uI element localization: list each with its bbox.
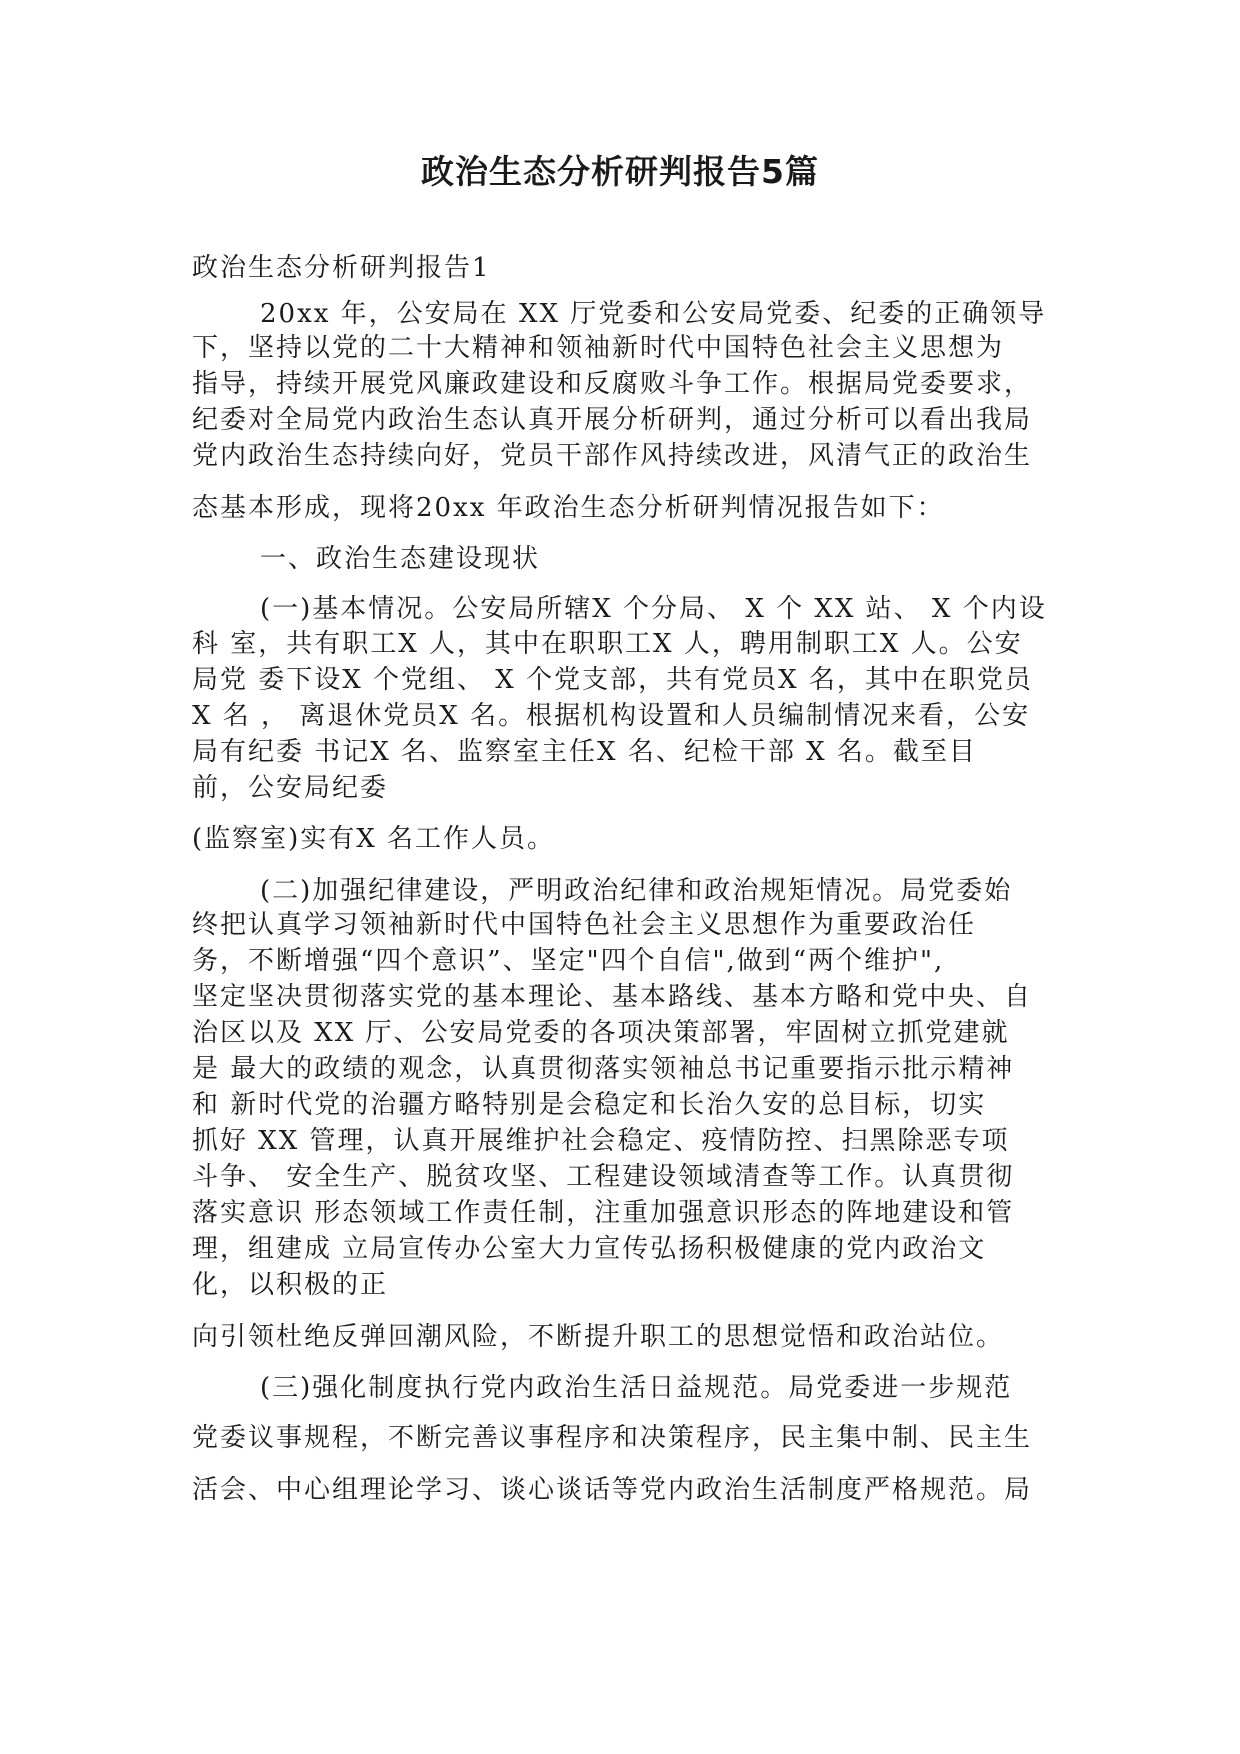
- section-heading: 一、政治生态建设现状: [260, 544, 541, 574]
- paragraph-line: 斗争、 安全生产、脱贫攻坚、工程建设领域清查等工作。认真贯彻: [192, 1162, 1015, 1192]
- paragraph-line: (一)基本情况。公安局所辖X 个分局、 X 个 XX 站、 X 个内设: [260, 594, 1047, 624]
- paragraph-line: 向引领杜绝反弹回潮风险，不断提升职工的思想觉悟和政治站位。: [192, 1322, 1005, 1352]
- paragraph-line: 局有纪委 书记X 名、监察室主任X 名、纪检干部 X 名。截至目: [192, 737, 977, 767]
- paragraph-line: 前，公安局纪委: [192, 773, 389, 803]
- paragraph-line: 纪委对全局党内政治生态认真开展分析研判，通过分析可以看出我局: [192, 405, 1033, 435]
- paragraph-line: X 名 ， 离退休党员X 名。根据机构设置和人员编制情况来看，公安: [192, 701, 1031, 731]
- paragraph-line: 务，不断增强“四个意识”、坚定"四个自信",做到“两个维护",: [192, 946, 945, 976]
- paragraph-line: 化，以积极的正: [192, 1270, 389, 1300]
- paragraph-line: (三)强化制度执行党内政治生活日益规范。局党委进一步规范: [260, 1373, 1013, 1403]
- section-heading: 政治生态分析研判报告1: [192, 253, 491, 283]
- paragraph-line: 抓好 XX 管理，认真开展维护社会稳定、疫情防控、扫黑除恶专项: [192, 1126, 1010, 1156]
- paragraph-line: 党委议事规程，不断完善议事程序和决策程序，民主集中制、民主生: [192, 1423, 1033, 1453]
- paragraph-line: 终把认真学习领袖新时代中国特色社会主义思想作为重要政治任: [192, 910, 977, 940]
- paragraph-line: 治区以及 XX 厅、公安局党委的各项决策部署，牢固树立抓党建就: [192, 1018, 1010, 1048]
- paragraph-line: 下，坚持以党的二十大精神和领袖新时代中国特色社会主义思想为: [192, 333, 1005, 363]
- paragraph-line: 落实意识 形态领域工作责任制，注重加强意识形态的阵地建设和管: [192, 1198, 1015, 1228]
- document-title: 政治生态分析研判报告5篇: [421, 152, 819, 191]
- paragraph-line: 坚定坚决贯彻落实党的基本理论、基本路线、基本方略和党中央、自: [192, 982, 1033, 1012]
- paragraph-line: 和 新时代党的治疆方略特别是会稳定和长治久安的总目标，切实: [192, 1090, 987, 1120]
- paragraph-line: (监察室)实有X 名工作人员。: [192, 824, 556, 854]
- paragraph-line: 党内政治生态持续向好，党员干部作风持续改进，风清气正的政治生: [192, 441, 1033, 471]
- paragraph-line: 科 室，共有职工X 人，其中在职职工X 人，聘用制职工X 人。公安: [192, 629, 1023, 659]
- paragraph-line: 是 最大的政绩的观念，认真贯彻落实领袖总书记重要指示批示精神: [192, 1054, 1015, 1084]
- paragraph-line: 活会、中心组理论学习、谈心谈话等党内政治生活制度严格规范。局: [192, 1475, 1033, 1505]
- paragraph-line: 指导，持续开展党风廉政建设和反腐败斗争工作。根据局党委要求，: [192, 369, 1033, 399]
- paragraph-line: (二)加强纪律建设，严明政治纪律和政治规矩情况。局党委始: [260, 876, 1013, 906]
- paragraph-line: 理，组建成 立局宣传办公室大力宣传弘扬积极健康的党内政治文: [192, 1234, 987, 1264]
- paragraph-line: 态基本形成，现将20xx 年政治生态分析研判情况报告如下：: [192, 493, 945, 523]
- paragraph-line: 局党 委下设X 个党组、 X 个党支部，共有党员X 名，其中在职党员: [192, 665, 1033, 695]
- paragraph-line: 20xx 年，公安局在 XX 厅党委和公安局党委、纪委的正确领导: [260, 299, 1047, 329]
